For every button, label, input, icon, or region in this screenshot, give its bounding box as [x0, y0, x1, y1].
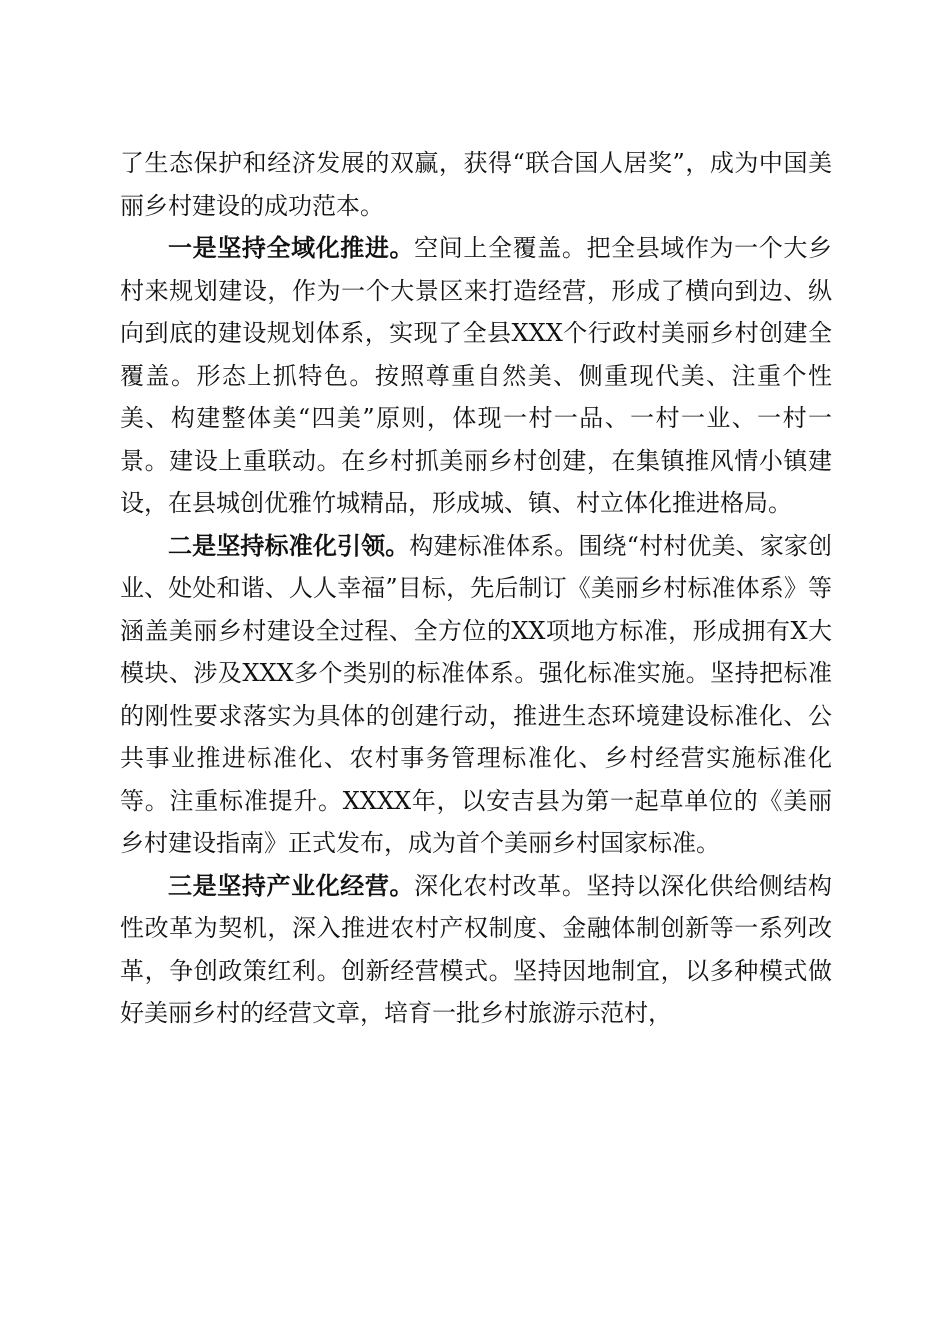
paragraph-3 — [120, 525, 832, 865]
paragraph-2-text: 空间上全覆盖。把全县域作为一个大乡村来规划建设，作为一个大景区来打造经营，形成了横向到边、纵向到底的建设规划体系，实现了全县XXX个行政村美丽乡村创建全覆盖。形态上抓特色。按照尊重自然美、侧重现代美、注重个性美、构建整体美“四美”原则，体现一村一品、一村一业、一村一景。建设上重联动。在乡村抓美丽乡村创建，在集镇推风情小镇建设，在县城创优雅竹城精品，形成城、镇、村立体化推进格局。 — [120, 234, 833, 517]
paragraph-3-text: 构建标准体系。围绕“村村优美、家家创业、处处和谐、人人幸福”目标，先后制订《美丽乡村标准体系》等涵盖美丽乡村建设全过程、全方位的XX项地方标准，形成拥有X大模块、涉及XXX多个类别的标准体系。强化标准实施。坚持把标准的刚性要求落实为具体的创建行动，推进生态环境建设标准化、公共事业推进标准化、农村事务管理标准化、乡村经营实施标准化等。注重标准提升。XXXX年，以安吉县为第一起草单位的《美丽乡村建设指南》正式发布，成为首个美丽乡村国家标准。 — [120, 531, 833, 857]
paragraph-1-text: 了生态保护和经济发展的双赢，获得“联合国人居奖”，成为中国美丽乡村建设的成功范本。 — [120, 149, 832, 220]
document-body — [120, 142, 832, 1035]
paragraph-4-heading: 三是坚持产业化经营。 — [168, 870, 415, 900]
paragraph-1 — [120, 142, 832, 227]
paragraph-2-heading: 一是坚持全域化推进。 — [168, 233, 415, 262]
paragraph-4-text: 深化农村改革。坚持以深化供给侧结构性改革为契机，深入推进农村产权制度、金融体制创新等一系列改革，争创政策红利。创新经营模式。坚持因地制宜，以多种模式做好美丽乡村的经营文章，培育一批乡村旅游示范村， — [120, 871, 833, 1027]
paragraph-3-heading: 二是坚持标准化引领。 — [168, 530, 410, 560]
paragraph-2 — [120, 227, 832, 525]
paragraph-4 — [120, 865, 832, 1035]
